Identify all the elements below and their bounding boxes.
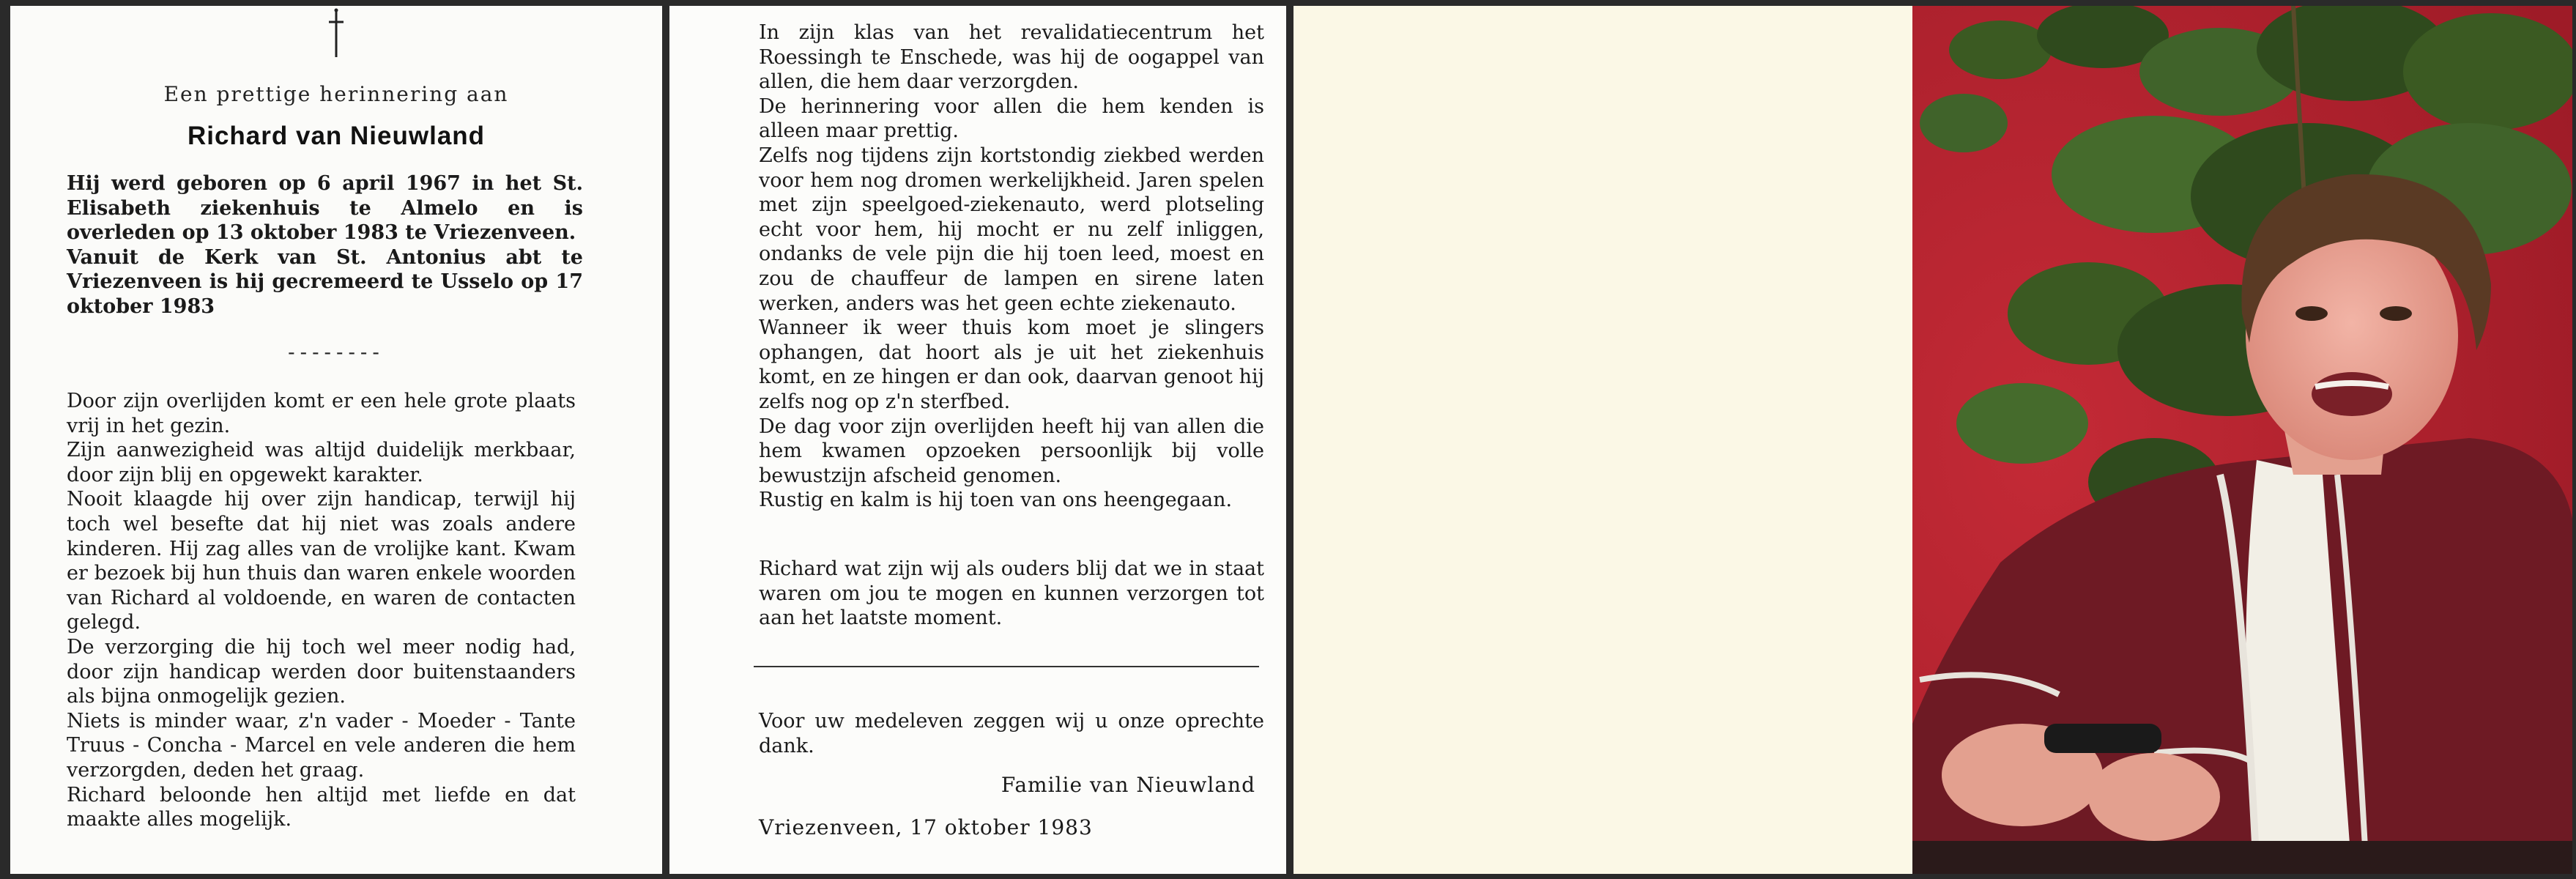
blank-page: [1293, 6, 1912, 874]
family-signature: Familie van Nieuwland: [1001, 773, 1255, 797]
text-paragraph: De verzorging die hij toch wel meer nodig had, door zijn handicap werden door buitenstaanders als bijna onmogelijk gezien.: [67, 635, 576, 708]
text-paragraph: Zelfs nog tijdens zijn kortstondig ziekbed werden voor hem nog dromen werkelijkheid. Jaren spelen met zijn speelgoed-ziekenauto, werd plotseling echt voor hem, hij mocht er nu zelf inliggen, ondanks de vele pijn die hij toen leed, moest en zou de chauffeur de lampen en sirene laten werken, anders was het geen echte ziekenauto.: [759, 144, 1264, 315]
card-right-page: [669, 6, 1286, 874]
text-paragraph: Door zijn overlijden komt er een hele grote plaats vrij in het gezin.: [67, 390, 576, 437]
separator: --------: [288, 340, 385, 364]
divider-line: [754, 666, 1259, 667]
closing-paragraph-block: [759, 557, 1264, 631]
place-date: Vriezenveen, 17 oktober 1983: [759, 815, 1093, 839]
text-paragraph: In zijn klas van het revalidatiecentrum het Roessingh te Enschede, was hij de oogappel van allen, die hem daar verzorgden.: [759, 21, 1264, 94]
deceased-name: Richard van Nieuwland: [187, 122, 486, 150]
text-paragraph: Richard beloonde hen altijd met liefde en dat maakte alles mogelijk.: [67, 783, 576, 831]
memorial-text-right: [759, 21, 1264, 513]
text-paragraph: Zijn aanwezigheid was altijd duidelijk merkbaar, door zijn blij en opgewekt karakter.: [67, 439, 576, 486]
intro-line: Een prettige herinnering aan: [163, 82, 509, 106]
portrait-photo: [1912, 6, 2572, 874]
text-paragraph: De dag voor zijn overlijden heeft hij van allen die hem kwamen opzoeken persoonlijk bij volle bewustzijn afscheid genomen.: [759, 415, 1264, 487]
text-paragraph: De herinnering voor allen die hem kenden is alleen maar prettig.: [759, 94, 1264, 143]
thanks-text: Voor uw medeleven zeggen wij u onze oprechte dank.: [759, 710, 1264, 757]
cross-icon: [325, 7, 347, 59]
text-paragraph: Niets is minder waar, z'n vader - Moeder - Tante Truus - Concha - Marcel en vele anderen die hem verzorgden, deden het graag.: [67, 709, 576, 782]
bio-paragraph: Vanuit de Kerk van St. Antonius abt te Vriezenveen is hij gecremeerd te Usselo op 17 oktober 1983: [67, 245, 583, 318]
thanks-block: [759, 709, 1264, 758]
closing-paragraph: Richard wat zijn wij als ouders blij dat we in staat waren om jou te mogen en kunnen verzorgen tot aan het laatste moment.: [759, 557, 1264, 630]
text-paragraph: Wanneer ik weer thuis kom moet je slingers ophangen, dat hoort als je uit het ziekenhuis komt, en ze hingen er dan ook, daarvan genoot hij zelfs nog op z'n sterfbed.: [759, 316, 1264, 413]
smile: [2312, 372, 2392, 416]
memorial-text-left: [67, 389, 576, 832]
card-left-page: [10, 6, 662, 874]
text-paragraph: Nooit klaagde hij over zijn handicap, terwijl hij toch wel besefte dat hij niet was zoals andere kinderen. Hij zag alles van de vrolijke kant. Kwam er bezoek bij hun thuis dan waren enkele woorden van Richard al voldoende, en waren de contacten gelegd.: [67, 488, 576, 634]
portrait-illustration: [1912, 6, 2572, 874]
bio-block: [67, 171, 583, 319]
bio-paragraph: Hij werd geboren op 6 april 1967 in het St. Elisabeth ziekenhuis te Almelo en is overleden op 13 oktober 1983 te Vriezenveen.: [67, 172, 583, 245]
text-paragraph: Rustig en kalm is hij toen van ons heengegaan.: [759, 489, 1233, 512]
